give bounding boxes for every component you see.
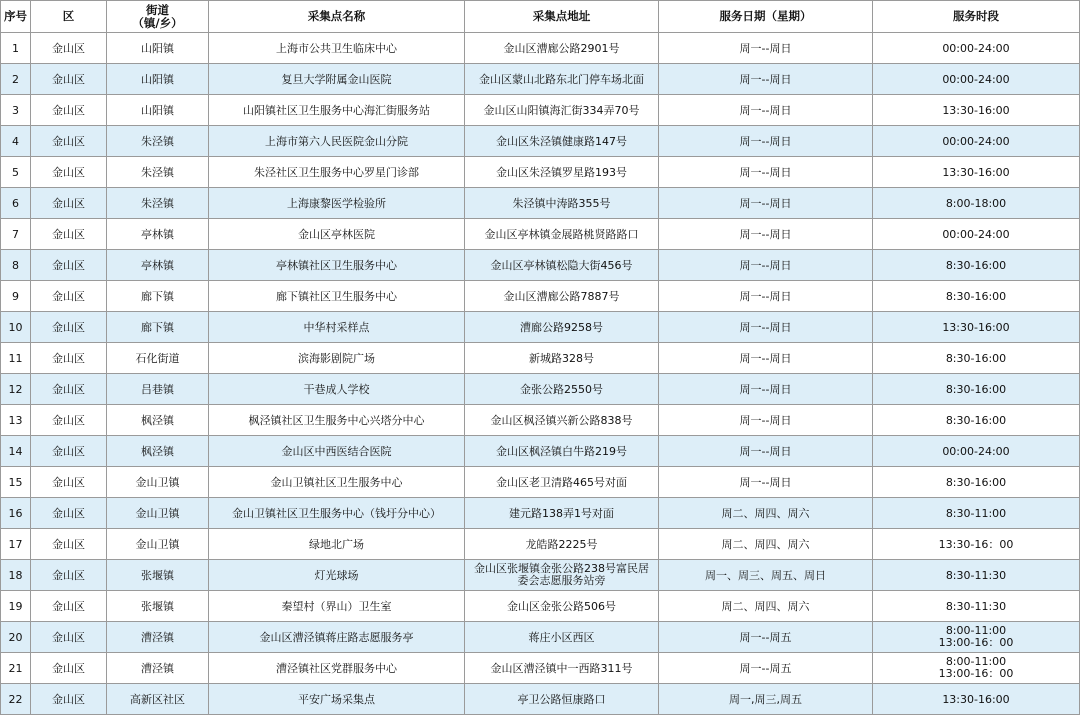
hours-line: 8:30-11:30 — [945, 568, 1007, 582]
cell-address — [465, 188, 659, 219]
cell-no: 11 — [1, 343, 31, 374]
cell-address — [465, 250, 659, 281]
cell-street: 金山卫镇 — [107, 467, 209, 498]
cell-district: 金山区 — [31, 591, 107, 622]
cell-address — [465, 560, 659, 591]
header-row — [1, 1, 1080, 33]
cell-no: 6 — [1, 188, 31, 219]
address-line: 朱泾镇中涛路355号 — [512, 197, 611, 210]
cell-address — [465, 467, 659, 498]
cell-service-hours — [873, 33, 1080, 64]
cell-no: 19 — [1, 591, 31, 622]
cell-service-hours — [873, 95, 1080, 126]
cell-address — [465, 498, 659, 529]
address-line: 金山区漕泾镇中一西路311号 — [490, 662, 633, 675]
cell-no: 3 — [1, 95, 31, 126]
cell-address — [465, 219, 659, 250]
cell-street: 金山卫镇 — [107, 498, 209, 529]
header-street-line2: （镇/乡） — [132, 15, 183, 30]
cell-site-name: 枫泾镇社区卫生服务中心兴塔分中心 — [209, 405, 465, 436]
table-row — [1, 591, 1080, 622]
cell-no: 15 — [1, 467, 31, 498]
hours-line: 13:30-16:00 — [942, 692, 1010, 706]
cell-district: 金山区 — [31, 684, 107, 715]
cell-site-name: 干巷成人学校 — [209, 374, 465, 405]
cell-district: 金山区 — [31, 622, 107, 653]
table-row — [1, 374, 1080, 405]
table-row — [1, 653, 1080, 684]
cell-address — [465, 374, 659, 405]
hours-line: 00:00-24:00 — [942, 444, 1010, 458]
table-row — [1, 684, 1080, 715]
address-line: 蒋庄小区西区 — [528, 631, 595, 644]
cell-site-name: 灯光球场 — [209, 560, 465, 591]
table-row — [1, 126, 1080, 157]
cell-no: 16 — [1, 498, 31, 529]
header-service-days: 服务日期（星期） — [659, 1, 873, 33]
cell-address — [465, 312, 659, 343]
cell-site-name: 山阳镇社区卫生服务中心海汇街服务站 — [209, 95, 465, 126]
cell-service-hours — [873, 343, 1080, 374]
cell-service-days: 周一--周日 — [659, 436, 873, 467]
address-line: 新城路328号 — [529, 352, 594, 365]
cell-district: 金山区 — [31, 343, 107, 374]
cell-site-name: 中华村采样点 — [209, 312, 465, 343]
cell-no: 17 — [1, 529, 31, 560]
hours-line: 8:30-11:00 — [945, 506, 1007, 520]
hours-line: 00:00-24:00 — [942, 41, 1010, 55]
cell-service-hours — [873, 312, 1080, 343]
cell-street: 张堰镇 — [107, 560, 209, 591]
cell-street: 枫泾镇 — [107, 436, 209, 467]
header-district: 区 — [31, 1, 107, 33]
cell-district: 金山区 — [31, 653, 107, 684]
cell-no: 5 — [1, 157, 31, 188]
hours-line: 00:00-24:00 — [942, 72, 1010, 86]
cell-site-name: 秦望村（界山）卫生室 — [209, 591, 465, 622]
cell-address — [465, 436, 659, 467]
cell-address — [465, 281, 659, 312]
cell-service-days: 周一--周日 — [659, 95, 873, 126]
cell-service-hours — [873, 126, 1080, 157]
cell-service-hours — [873, 281, 1080, 312]
cell-service-days: 周一--周日 — [659, 219, 873, 250]
cell-street: 亭林镇 — [107, 250, 209, 281]
cell-site-name: 平安广场采集点 — [209, 684, 465, 715]
cell-no: 21 — [1, 653, 31, 684]
cell-service-hours — [873, 498, 1080, 529]
cell-service-days: 周一--周五 — [659, 622, 873, 653]
cell-address — [465, 64, 659, 95]
table-row — [1, 343, 1080, 374]
hours-line: 8:30-16:00 — [945, 258, 1007, 272]
cell-service-days: 周一--周日 — [659, 405, 873, 436]
cell-no: 9 — [1, 281, 31, 312]
address-line: 金山区蒙山北路东北门停车场北面 — [479, 73, 644, 86]
cell-street: 廊下镇 — [107, 312, 209, 343]
cell-site-name: 金山区中西医结合医院 — [209, 436, 465, 467]
cell-service-hours — [873, 622, 1080, 653]
cell-no: 20 — [1, 622, 31, 653]
hours-line: 8:00-18:00 — [945, 196, 1007, 210]
address-line: 金山区金张公路506号 — [507, 600, 616, 613]
cell-service-hours — [873, 250, 1080, 281]
table-row — [1, 312, 1080, 343]
hours-line: 8:00-11:00 — [945, 655, 1007, 668]
cell-service-days: 周一--周日 — [659, 64, 873, 95]
table-row — [1, 436, 1080, 467]
cell-district: 金山区 — [31, 33, 107, 64]
cell-address — [465, 591, 659, 622]
cell-service-days: 周一--周日 — [659, 374, 873, 405]
cell-district: 金山区 — [31, 529, 107, 560]
cell-service-hours — [873, 436, 1080, 467]
address-line: 建元路138弄1号对面 — [509, 507, 614, 520]
hours-line: 00:00-24:00 — [942, 227, 1010, 241]
cell-site-name: 廊下镇社区卫生服务中心 — [209, 281, 465, 312]
cell-district: 金山区 — [31, 374, 107, 405]
cell-district: 金山区 — [31, 436, 107, 467]
cell-site-name: 朱泾社区卫生服务中心罗星门诊部 — [209, 157, 465, 188]
table-row — [1, 622, 1080, 653]
cell-service-hours — [873, 467, 1080, 498]
cell-service-hours — [873, 405, 1080, 436]
address-line: 金山区枫泾镇兴新公路838号 — [490, 414, 633, 427]
cell-street: 廊下镇 — [107, 281, 209, 312]
table-body — [1, 33, 1080, 715]
cell-service-days: 周一,周三,周五 — [659, 684, 873, 715]
cell-service-hours — [873, 188, 1080, 219]
cell-district: 金山区 — [31, 281, 107, 312]
hours-line: 00:00-24:00 — [942, 134, 1010, 148]
cell-service-days: 周一--周日 — [659, 126, 873, 157]
cell-site-name: 亭林镇社区卫生服务中心 — [209, 250, 465, 281]
address-line: 金山区朱泾镇健康路147号 — [496, 135, 627, 148]
cell-street: 漕泾镇 — [107, 622, 209, 653]
cell-street: 山阳镇 — [107, 64, 209, 95]
cell-district: 金山区 — [31, 467, 107, 498]
cell-no: 2 — [1, 64, 31, 95]
cell-district: 金山区 — [31, 64, 107, 95]
cell-street: 漕泾镇 — [107, 653, 209, 684]
cell-street: 朱泾镇 — [107, 157, 209, 188]
cell-service-days: 周二、周四、周六 — [659, 529, 873, 560]
hours-line: 8:30-16:00 — [945, 475, 1007, 489]
cell-no: 8 — [1, 250, 31, 281]
hours-line: 13:30-16:00 — [942, 320, 1010, 334]
cell-service-days: 周一--周日 — [659, 157, 873, 188]
cell-address — [465, 343, 659, 374]
cell-no: 13 — [1, 405, 31, 436]
cell-service-hours — [873, 560, 1080, 591]
cell-district: 金山区 — [31, 312, 107, 343]
cell-district: 金山区 — [31, 188, 107, 219]
cell-service-days: 周一--周日 — [659, 343, 873, 374]
table-row — [1, 157, 1080, 188]
cell-site-name: 上海康黎医学检验所 — [209, 188, 465, 219]
address-line: 金山区漕廊公路2901号 — [503, 42, 620, 55]
table-row — [1, 560, 1080, 591]
address-line: 金山区张堰镇金张公路238号富民居 — [474, 562, 649, 575]
table-row — [1, 64, 1080, 95]
cell-service-hours — [873, 157, 1080, 188]
cell-address — [465, 95, 659, 126]
cell-site-name: 上海市公共卫生临床中心 — [209, 33, 465, 64]
address-line: 金山区枫泾镇白牛路219号 — [496, 445, 627, 458]
cell-address — [465, 126, 659, 157]
address-line: 委会志愿服务站旁 — [517, 574, 606, 587]
cell-address — [465, 157, 659, 188]
cell-service-days: 周一--周日 — [659, 281, 873, 312]
cell-service-hours — [873, 64, 1080, 95]
cell-no: 1 — [1, 33, 31, 64]
hours-line: 13:30-16:00 — [942, 165, 1010, 179]
table-row — [1, 33, 1080, 64]
cell-address — [465, 529, 659, 560]
table-row — [1, 467, 1080, 498]
cell-district: 金山区 — [31, 405, 107, 436]
cell-no: 18 — [1, 560, 31, 591]
hours-line: 13:00-16：00 — [938, 667, 1014, 680]
hours-line: 8:30-11:30 — [945, 599, 1007, 613]
cell-site-name: 滨海影剧院广场 — [209, 343, 465, 374]
table-row — [1, 281, 1080, 312]
cell-district: 金山区 — [31, 219, 107, 250]
cell-street: 亭林镇 — [107, 219, 209, 250]
table-row — [1, 250, 1080, 281]
cell-street: 石化街道 — [107, 343, 209, 374]
cell-district: 金山区 — [31, 157, 107, 188]
header-service-hours: 服务时段 — [873, 1, 1080, 33]
cell-no: 22 — [1, 684, 31, 715]
hours-line: 13:00-16：00 — [938, 636, 1014, 649]
cell-street: 高新区社区 — [107, 684, 209, 715]
cell-site-name: 金山卫镇社区卫生服务中心（钱圩分中心） — [209, 498, 465, 529]
address-line: 金山区山阳镇海汇街334弄70号 — [483, 104, 640, 117]
cell-service-days: 周一--周五 — [659, 653, 873, 684]
cell-no: 12 — [1, 374, 31, 405]
cell-district: 金山区 — [31, 126, 107, 157]
cell-street: 山阳镇 — [107, 33, 209, 64]
cell-site-name: 上海市第六人民医院金山分院 — [209, 126, 465, 157]
cell-service-hours — [873, 374, 1080, 405]
hours-line: 13:30-16：00 — [938, 538, 1014, 551]
cell-no: 4 — [1, 126, 31, 157]
header-address: 采集点地址 — [465, 1, 659, 33]
cell-service-days: 周一--周日 — [659, 467, 873, 498]
cell-street: 张堰镇 — [107, 591, 209, 622]
cell-service-days: 周一--周日 — [659, 250, 873, 281]
cell-district: 金山区 — [31, 95, 107, 126]
hours-line: 13:30-16:00 — [942, 103, 1010, 117]
cell-address — [465, 405, 659, 436]
hours-line: 8:30-16:00 — [945, 413, 1007, 427]
cell-address — [465, 622, 659, 653]
table-row — [1, 405, 1080, 436]
header-street-line1: 街道 — [146, 2, 169, 17]
cell-district: 金山区 — [31, 498, 107, 529]
cell-no: 14 — [1, 436, 31, 467]
address-line: 漕廊公路9258号 — [520, 321, 603, 334]
address-line: 金山区亭林镇松隐大街456号 — [490, 259, 633, 272]
cell-address — [465, 653, 659, 684]
cell-service-days: 周一、周三、周五、周日 — [659, 560, 873, 591]
header-site-name: 采集点名称 — [209, 1, 465, 33]
cell-address — [465, 684, 659, 715]
cell-address — [465, 33, 659, 64]
table-row — [1, 188, 1080, 219]
address-line: 龙皓路2225号 — [525, 538, 598, 551]
cell-site-name: 漕泾镇社区党群服务中心 — [209, 653, 465, 684]
hours-line: 8:00-11:00 — [945, 624, 1007, 637]
cell-service-days: 周一--周日 — [659, 33, 873, 64]
cell-site-name: 金山卫镇社区卫生服务中心 — [209, 467, 465, 498]
cell-district: 金山区 — [31, 250, 107, 281]
cell-service-hours — [873, 653, 1080, 684]
cell-street: 吕巷镇 — [107, 374, 209, 405]
address-line: 金张公路2550号 — [520, 383, 603, 396]
hours-line: 8:30-16:00 — [945, 382, 1007, 396]
header-no: 序号 — [1, 1, 31, 33]
cell-district: 金山区 — [31, 560, 107, 591]
cell-service-hours — [873, 591, 1080, 622]
cell-street: 朱泾镇 — [107, 188, 209, 219]
cell-service-days: 周一--周日 — [659, 312, 873, 343]
cell-street: 山阳镇 — [107, 95, 209, 126]
cell-service-days: 周二、周四、周六 — [659, 498, 873, 529]
address-line: 金山区朱泾镇罗星路193号 — [496, 166, 627, 179]
table-row — [1, 498, 1080, 529]
address-line: 金山区亭林镇金展路桃贤路路口 — [484, 228, 639, 241]
cell-street: 朱泾镇 — [107, 126, 209, 157]
cell-service-days: 周二、周四、周六 — [659, 591, 873, 622]
cell-no: 7 — [1, 219, 31, 250]
cell-street: 枫泾镇 — [107, 405, 209, 436]
address-line: 金山区老卫清路465号对面 — [496, 476, 627, 489]
cell-service-hours — [873, 219, 1080, 250]
address-line: 金山区漕廊公路7887号 — [503, 290, 620, 303]
table-row — [1, 219, 1080, 250]
cell-street: 金山卫镇 — [107, 529, 209, 560]
hours-line: 8:30-16:00 — [945, 351, 1007, 365]
cell-site-name: 绿地北广场 — [209, 529, 465, 560]
cell-service-hours — [873, 529, 1080, 560]
cell-site-name: 金山区亭林医院 — [209, 219, 465, 250]
table-row — [1, 529, 1080, 560]
table-row — [1, 95, 1080, 126]
cell-site-name: 金山区漕泾镇蒋庄路志愿服务亭 — [209, 622, 465, 653]
hours-line: 8:30-16:00 — [945, 289, 1007, 303]
cell-site-name: 复旦大学附属金山医院 — [209, 64, 465, 95]
cell-service-days: 周一--周日 — [659, 188, 873, 219]
cell-service-hours — [873, 684, 1080, 715]
cell-no: 10 — [1, 312, 31, 343]
header-street — [107, 1, 209, 33]
address-line: 亭卫公路恒康路口 — [517, 693, 606, 706]
